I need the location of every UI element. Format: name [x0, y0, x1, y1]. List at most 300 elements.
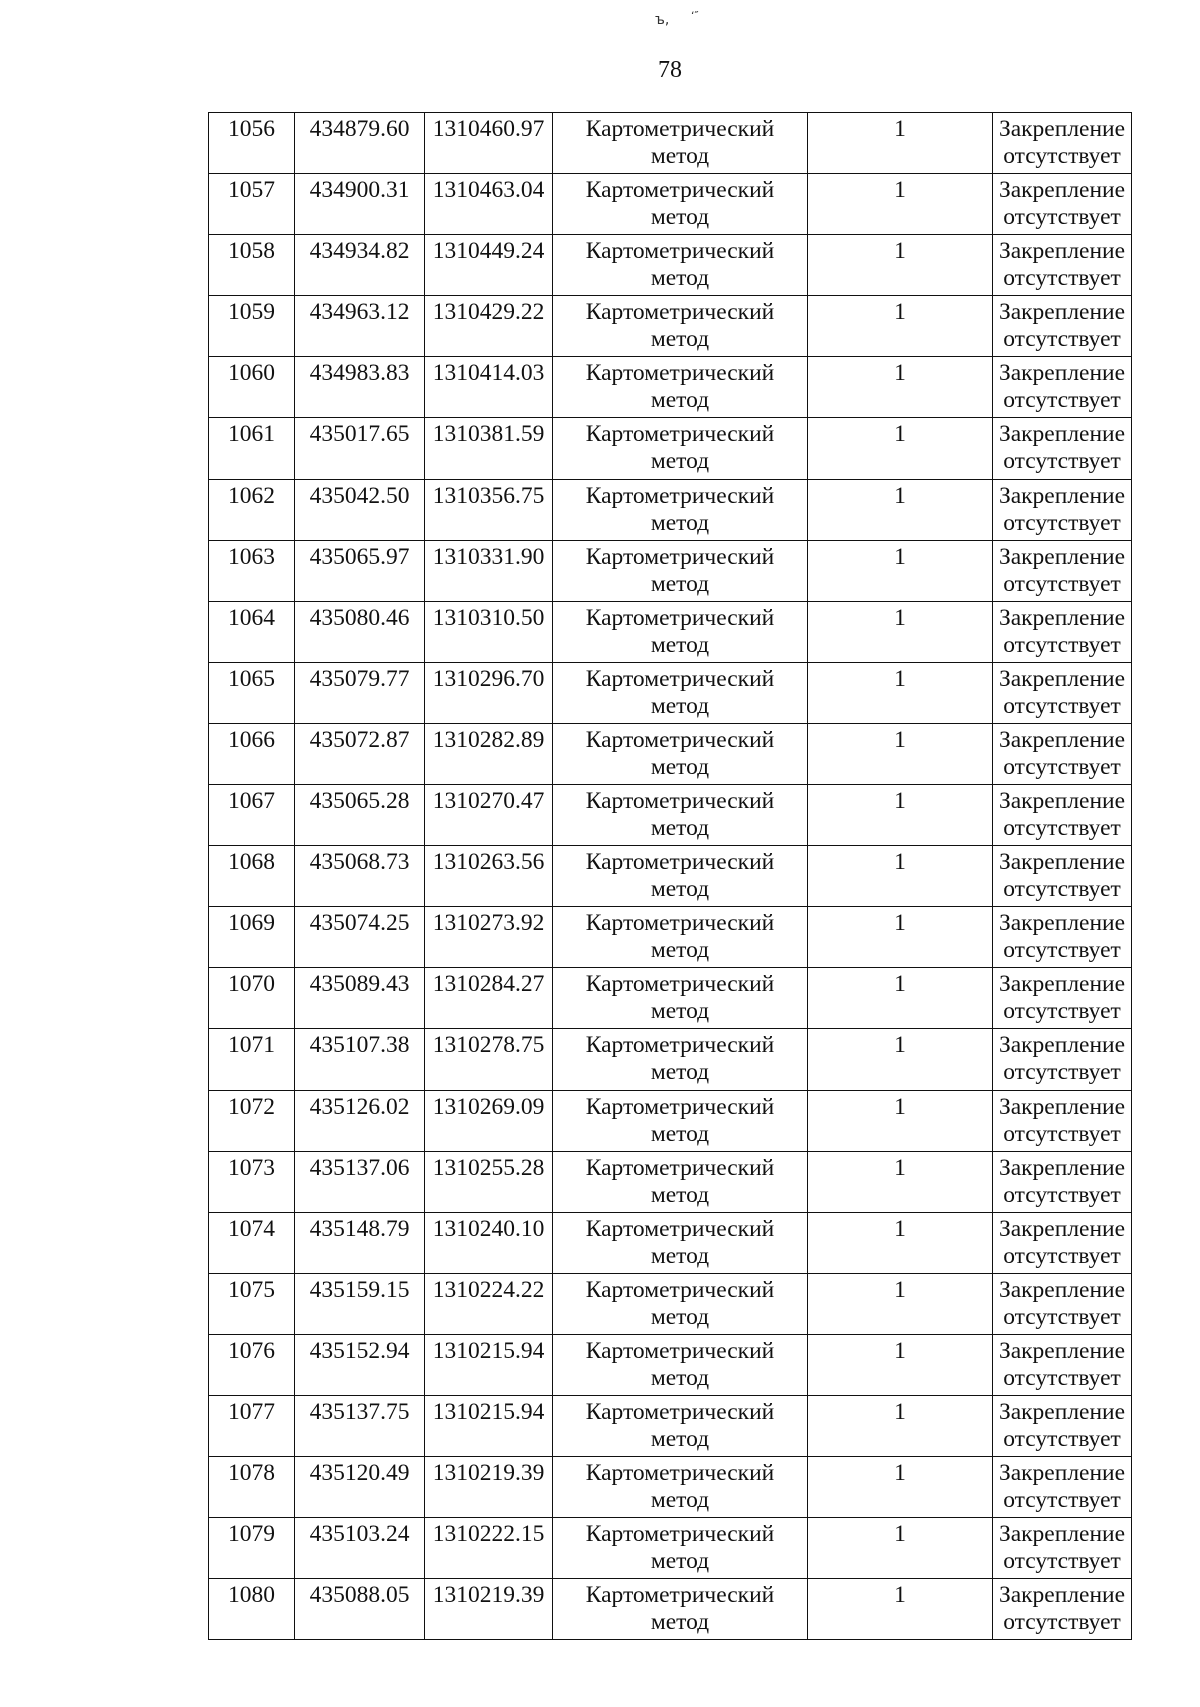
point-number-text: 1064 — [228, 604, 275, 631]
y-coordinate-cell — [425, 113, 553, 174]
accuracy-cell — [808, 1518, 993, 1579]
x-coordinate-text: 435126.02 — [309, 1093, 410, 1120]
point-number-cell — [209, 1151, 295, 1212]
point-number-text: 1070 — [228, 971, 275, 998]
fixing-cell — [993, 1273, 1132, 1334]
x-coordinate-text: 435107.38 — [309, 1032, 410, 1059]
method-text: Картометрический — [585, 177, 775, 204]
fixing-text: Закрепление — [998, 971, 1126, 998]
x-coordinate-cell — [295, 1518, 425, 1579]
table-row — [209, 1273, 1132, 1334]
fixing-text: Закрепление — [998, 665, 1126, 692]
accuracy-text: 1 — [894, 177, 906, 204]
x-coordinate-text: 435137.75 — [309, 1398, 410, 1425]
point-number-cell — [209, 1579, 295, 1640]
method-cell — [553, 846, 808, 907]
x-coordinate-text: 435148.79 — [309, 1215, 410, 1242]
y-coordinate-cell — [425, 540, 553, 601]
point-number-cell — [209, 785, 295, 846]
accuracy-text: 1 — [894, 1521, 906, 1548]
accuracy-text: 1 — [894, 299, 906, 326]
accuracy-cell — [808, 1151, 993, 1212]
x-coordinate-cell — [295, 785, 425, 846]
y-coordinate-cell — [425, 723, 553, 784]
method-cell — [553, 479, 808, 540]
fixing-text: отсутствует — [1003, 1303, 1121, 1330]
method-text: метод — [650, 998, 710, 1025]
y-coordinate-text: 1310414.03 — [432, 360, 545, 387]
accuracy-cell — [808, 601, 993, 662]
fixing-cell — [993, 1579, 1132, 1640]
x-coordinate-cell — [295, 235, 425, 296]
fixing-text: отсутствует — [1003, 1059, 1121, 1086]
y-coordinate-cell — [425, 1395, 553, 1456]
scan-mark: ʻ″ — [691, 9, 699, 22]
x-coordinate-text: 435074.25 — [309, 910, 410, 937]
method-text: Картометрический — [585, 1154, 775, 1181]
accuracy-cell — [808, 662, 993, 723]
table-row — [209, 1151, 1132, 1212]
point-number-cell — [209, 1518, 295, 1579]
point-number-text: 1065 — [228, 665, 275, 692]
method-cell — [553, 1579, 808, 1640]
x-coordinate-text: 435042.50 — [309, 482, 410, 509]
method-text: Картометрический — [585, 1398, 775, 1425]
accuracy-cell — [808, 1090, 993, 1151]
x-coordinate-cell — [295, 174, 425, 235]
y-coordinate-cell — [425, 357, 553, 418]
x-coordinate-text: 435103.24 — [309, 1521, 410, 1548]
table-row — [209, 296, 1132, 357]
fixing-cell — [993, 540, 1132, 601]
fixing-text: отсутствует — [1003, 204, 1121, 231]
x-coordinate-cell — [295, 1395, 425, 1456]
accuracy-text: 1 — [894, 1154, 906, 1181]
y-coordinate-cell — [425, 1273, 553, 1334]
accuracy-text: 1 — [894, 1215, 906, 1242]
y-coordinate-cell — [425, 1151, 553, 1212]
point-number-text: 1063 — [228, 543, 275, 570]
accuracy-cell — [808, 296, 993, 357]
method-cell — [553, 785, 808, 846]
accuracy-text: 1 — [894, 604, 906, 631]
y-coordinate-text: 1310263.56 — [432, 849, 545, 876]
point-number-text: 1057 — [228, 177, 275, 204]
point-number-cell — [209, 1212, 295, 1273]
fixing-text: отсутствует — [1003, 570, 1121, 597]
y-coordinate-text: 1310222.15 — [432, 1521, 545, 1548]
point-number-text: 1076 — [228, 1337, 275, 1364]
x-coordinate-text: 434983.83 — [309, 360, 410, 387]
fixing-text: отсутствует — [1003, 937, 1121, 964]
method-text: метод — [650, 1242, 710, 1269]
y-coordinate-cell — [425, 662, 553, 723]
y-coordinate-cell — [425, 1090, 553, 1151]
coordinates-table — [208, 112, 1132, 1640]
y-coordinate-text: 1310310.50 — [432, 604, 545, 631]
table-row — [209, 785, 1132, 846]
table-row — [209, 357, 1132, 418]
x-coordinate-cell — [295, 113, 425, 174]
accuracy-cell — [808, 1212, 993, 1273]
fixing-cell — [993, 785, 1132, 846]
accuracy-text: 1 — [894, 1337, 906, 1364]
method-text: метод — [650, 937, 710, 964]
x-coordinate-text: 435079.77 — [309, 665, 410, 692]
method-text: Картометрический — [585, 116, 775, 142]
y-coordinate-text: 1310429.22 — [432, 299, 545, 326]
point-number-text: 1056 — [228, 116, 275, 142]
x-coordinate-text: 435137.06 — [309, 1154, 410, 1181]
method-text: метод — [650, 143, 710, 169]
method-text: метод — [650, 876, 710, 903]
accuracy-cell — [808, 785, 993, 846]
method-cell — [553, 1395, 808, 1456]
x-coordinate-cell — [295, 1151, 425, 1212]
fixing-cell — [993, 601, 1132, 662]
method-text: Картометрический — [585, 299, 775, 326]
method-cell — [553, 540, 808, 601]
method-cell — [553, 1029, 808, 1090]
method-text: метод — [650, 509, 710, 536]
x-coordinate-text: 435017.65 — [309, 421, 410, 448]
y-coordinate-text: 1310381.59 — [432, 421, 545, 448]
point-number-cell — [209, 723, 295, 784]
fixing-cell — [993, 662, 1132, 723]
point-number-cell — [209, 296, 295, 357]
method-cell — [553, 1151, 808, 1212]
method-cell — [553, 1212, 808, 1273]
method-text: Картометрический — [585, 849, 775, 876]
point-number-cell — [209, 418, 295, 479]
accuracy-text: 1 — [894, 360, 906, 387]
table-row — [209, 1395, 1132, 1456]
x-coordinate-cell — [295, 662, 425, 723]
method-text: метод — [650, 753, 710, 780]
y-coordinate-text: 1310270.47 — [432, 788, 545, 815]
fixing-cell — [993, 1151, 1132, 1212]
table-row — [209, 479, 1132, 540]
method-text: метод — [650, 815, 710, 842]
table-row — [209, 1334, 1132, 1395]
y-coordinate-cell — [425, 1029, 553, 1090]
fixing-cell — [993, 1090, 1132, 1151]
method-text: Картометрический — [585, 238, 775, 265]
accuracy-cell — [808, 235, 993, 296]
accuracy-text: 1 — [894, 543, 906, 570]
point-number-cell — [209, 479, 295, 540]
fixing-text: Закрепление — [998, 788, 1126, 815]
table-row — [209, 723, 1132, 784]
accuracy-cell — [808, 540, 993, 601]
fixing-text: отсутствует — [1003, 998, 1121, 1025]
method-text: метод — [650, 1303, 710, 1330]
accuracy-cell — [808, 1334, 993, 1395]
method-text: Картометрический — [585, 1032, 775, 1059]
accuracy-cell — [808, 1273, 993, 1334]
y-coordinate-cell — [425, 1518, 553, 1579]
fixing-cell — [993, 1457, 1132, 1518]
accuracy-cell — [808, 1579, 993, 1640]
x-coordinate-cell — [295, 846, 425, 907]
y-coordinate-cell — [425, 479, 553, 540]
method-text: Картометрический — [585, 482, 775, 509]
table-row — [209, 601, 1132, 662]
y-coordinate-text: 1310278.75 — [432, 1032, 545, 1059]
table-row — [209, 1029, 1132, 1090]
accuracy-text: 1 — [894, 1276, 906, 1303]
accuracy-cell — [808, 968, 993, 1029]
point-number-cell — [209, 601, 295, 662]
point-number-cell — [209, 1457, 295, 1518]
method-text: метод — [650, 692, 710, 719]
fixing-text: Закрепление — [998, 1398, 1126, 1425]
method-text: Картометрический — [585, 1276, 775, 1303]
fixing-text: Закрепление — [998, 1582, 1126, 1609]
fixing-text: отсутствует — [1003, 1242, 1121, 1269]
point-number-text: 1079 — [228, 1521, 275, 1548]
y-coordinate-text: 1310255.28 — [432, 1154, 545, 1181]
accuracy-text: 1 — [894, 1032, 906, 1059]
table-row — [209, 662, 1132, 723]
fixing-cell — [993, 968, 1132, 1029]
accuracy-text: 1 — [894, 482, 906, 509]
method-text: Картометрический — [585, 421, 775, 448]
x-coordinate-text: 435065.97 — [309, 543, 410, 570]
accuracy-text: 1 — [894, 910, 906, 937]
fixing-cell — [993, 479, 1132, 540]
method-text: Картометрический — [585, 1521, 775, 1548]
point-number-text: 1058 — [228, 238, 275, 265]
fixing-text: Закрепление — [998, 1276, 1126, 1303]
x-coordinate-text: 434879.60 — [309, 116, 410, 142]
fixing-cell — [993, 357, 1132, 418]
method-text: метод — [650, 204, 710, 231]
table-row — [209, 1457, 1132, 1518]
table-row — [209, 968, 1132, 1029]
fixing-text: отсутствует — [1003, 1609, 1121, 1636]
fixing-text: Закрепление — [998, 1154, 1126, 1181]
x-coordinate-text: 435120.49 — [309, 1460, 410, 1487]
accuracy-cell — [808, 174, 993, 235]
table-row — [209, 1518, 1132, 1579]
method-text: метод — [650, 1364, 710, 1391]
y-coordinate-cell — [425, 907, 553, 968]
y-coordinate-text: 1310215.94 — [432, 1337, 545, 1364]
fixing-text: отсутствует — [1003, 692, 1121, 719]
table-row — [209, 174, 1132, 235]
fixing-cell — [993, 1518, 1132, 1579]
method-cell — [553, 723, 808, 784]
x-coordinate-text: 435088.05 — [309, 1582, 410, 1609]
table-row — [209, 113, 1132, 174]
fixing-text: отсутствует — [1003, 387, 1121, 414]
x-coordinate-cell — [295, 723, 425, 784]
y-coordinate-text: 1310296.70 — [432, 665, 545, 692]
x-coordinate-cell — [295, 1334, 425, 1395]
point-number-cell — [209, 174, 295, 235]
y-coordinate-text: 1310449.24 — [432, 238, 545, 265]
x-coordinate-text: 435068.73 — [309, 849, 410, 876]
method-text: метод — [650, 631, 710, 658]
method-text: метод — [650, 1487, 710, 1514]
method-text: Картометрический — [585, 1582, 775, 1609]
method-text: Картометрический — [585, 604, 775, 631]
point-number-text: 1080 — [228, 1582, 275, 1609]
x-coordinate-cell — [295, 418, 425, 479]
accuracy-cell — [808, 1029, 993, 1090]
accuracy-cell — [808, 113, 993, 174]
fixing-text: отсутствует — [1003, 1548, 1121, 1575]
fixing-cell — [993, 907, 1132, 968]
method-cell — [553, 1090, 808, 1151]
fixing-text: Закрепление — [998, 238, 1126, 265]
fixing-text: Закрепление — [998, 1521, 1126, 1548]
fixing-text: отсутствует — [1003, 326, 1121, 353]
fixing-text: отсутствует — [1003, 1120, 1121, 1147]
method-text: метод — [650, 326, 710, 353]
fixing-text: отсутствует — [1003, 1181, 1121, 1208]
point-number-cell — [209, 1090, 295, 1151]
method-cell — [553, 357, 808, 418]
method-cell — [553, 1334, 808, 1395]
method-text: Картометрический — [585, 788, 775, 815]
table-row — [209, 846, 1132, 907]
y-coordinate-text: 1310463.04 — [432, 177, 545, 204]
page-number: 78 — [658, 57, 682, 83]
method-text: Картометрический — [585, 360, 775, 387]
point-number-cell — [209, 1395, 295, 1456]
fixing-text: отсутствует — [1003, 265, 1121, 292]
method-text: метод — [650, 1059, 710, 1086]
method-text: Картометрический — [585, 1215, 775, 1242]
method-text: метод — [650, 265, 710, 292]
y-coordinate-text: 1310240.10 — [432, 1215, 545, 1242]
point-number-text: 1068 — [228, 849, 275, 876]
point-number-text: 1066 — [228, 726, 275, 753]
fixing-text: Закрепление — [998, 1460, 1126, 1487]
method-cell — [553, 968, 808, 1029]
y-coordinate-cell — [425, 846, 553, 907]
method-text: метод — [650, 570, 710, 597]
y-coordinate-cell — [425, 968, 553, 1029]
point-number-text: 1077 — [228, 1398, 275, 1425]
method-text: Картометрический — [585, 543, 775, 570]
table-row — [209, 235, 1132, 296]
x-coordinate-cell — [295, 296, 425, 357]
accuracy-text: 1 — [894, 1582, 906, 1609]
method-cell — [553, 662, 808, 723]
fixing-text: отсутствует — [1003, 815, 1121, 842]
method-text: метод — [650, 448, 710, 475]
fixing-cell — [993, 174, 1132, 235]
point-number-text: 1071 — [228, 1032, 275, 1059]
accuracy-text: 1 — [894, 849, 906, 876]
method-text: Картометрический — [585, 726, 775, 753]
accuracy-text: 1 — [894, 1398, 906, 1425]
method-cell — [553, 296, 808, 357]
y-coordinate-text: 1310219.39 — [432, 1582, 545, 1609]
x-coordinate-text: 435080.46 — [309, 604, 410, 631]
table-row — [209, 1579, 1132, 1640]
table-row — [209, 540, 1132, 601]
fixing-cell — [993, 1029, 1132, 1090]
fixing-cell — [993, 235, 1132, 296]
fixing-text: Закрепление — [998, 726, 1126, 753]
accuracy-text: 1 — [894, 1093, 906, 1120]
fixing-text: Закрепление — [998, 604, 1126, 631]
method-text: метод — [650, 387, 710, 414]
y-coordinate-text: 1310284.27 — [432, 971, 545, 998]
x-coordinate-cell — [295, 1212, 425, 1273]
accuracy-cell — [808, 479, 993, 540]
fixing-cell — [993, 1334, 1132, 1395]
point-number-cell — [209, 357, 295, 418]
x-coordinate-cell — [295, 357, 425, 418]
x-coordinate-text: 435159.15 — [309, 1276, 410, 1303]
x-coordinate-text: 434934.82 — [309, 238, 410, 265]
y-coordinate-text: 1310219.39 — [432, 1460, 545, 1487]
y-coordinate-cell — [425, 1212, 553, 1273]
x-coordinate-cell — [295, 1090, 425, 1151]
y-coordinate-text: 1310273.92 — [432, 910, 545, 937]
fixing-text: отсутствует — [1003, 509, 1121, 536]
fixing-text: Закрепление — [998, 1337, 1126, 1364]
point-number-cell — [209, 968, 295, 1029]
y-coordinate-cell — [425, 296, 553, 357]
accuracy-text: 1 — [894, 971, 906, 998]
accuracy-text: 1 — [894, 1460, 906, 1487]
point-number-cell — [209, 235, 295, 296]
y-coordinate-cell — [425, 601, 553, 662]
point-number-text: 1075 — [228, 1276, 275, 1303]
method-cell — [553, 1273, 808, 1334]
x-coordinate-cell — [295, 1273, 425, 1334]
y-coordinate-text: 1310269.09 — [432, 1093, 545, 1120]
method-text: метод — [650, 1425, 710, 1452]
point-number-cell — [209, 1273, 295, 1334]
accuracy-cell — [808, 418, 993, 479]
method-cell — [553, 1457, 808, 1518]
method-text: Картометрический — [585, 1460, 775, 1487]
method-cell — [553, 601, 808, 662]
table-row — [209, 1212, 1132, 1273]
fixing-text: Закрепление — [998, 1093, 1126, 1120]
table-row — [209, 418, 1132, 479]
method-cell — [553, 113, 808, 174]
x-coordinate-text: 435065.28 — [309, 788, 410, 815]
x-coordinate-cell — [295, 540, 425, 601]
accuracy-text: 1 — [894, 116, 906, 142]
x-coordinate-cell — [295, 968, 425, 1029]
fixing-cell — [993, 723, 1132, 784]
fixing-text: отсутствует — [1003, 753, 1121, 780]
x-coordinate-cell — [295, 601, 425, 662]
fixing-text: отсутствует — [1003, 631, 1121, 658]
y-coordinate-cell — [425, 235, 553, 296]
fixing-text: отсутствует — [1003, 143, 1121, 169]
point-number-cell — [209, 846, 295, 907]
y-coordinate-cell — [425, 1457, 553, 1518]
method-cell — [553, 174, 808, 235]
x-coordinate-text: 435089.43 — [309, 971, 410, 998]
x-coordinate-text: 434963.12 — [309, 299, 410, 326]
y-coordinate-text: 1310215.94 — [432, 1398, 545, 1425]
fixing-text: отсутствует — [1003, 876, 1121, 903]
x-coordinate-text: 434900.31 — [309, 177, 410, 204]
accuracy-cell — [808, 723, 993, 784]
point-number-cell — [209, 540, 295, 601]
